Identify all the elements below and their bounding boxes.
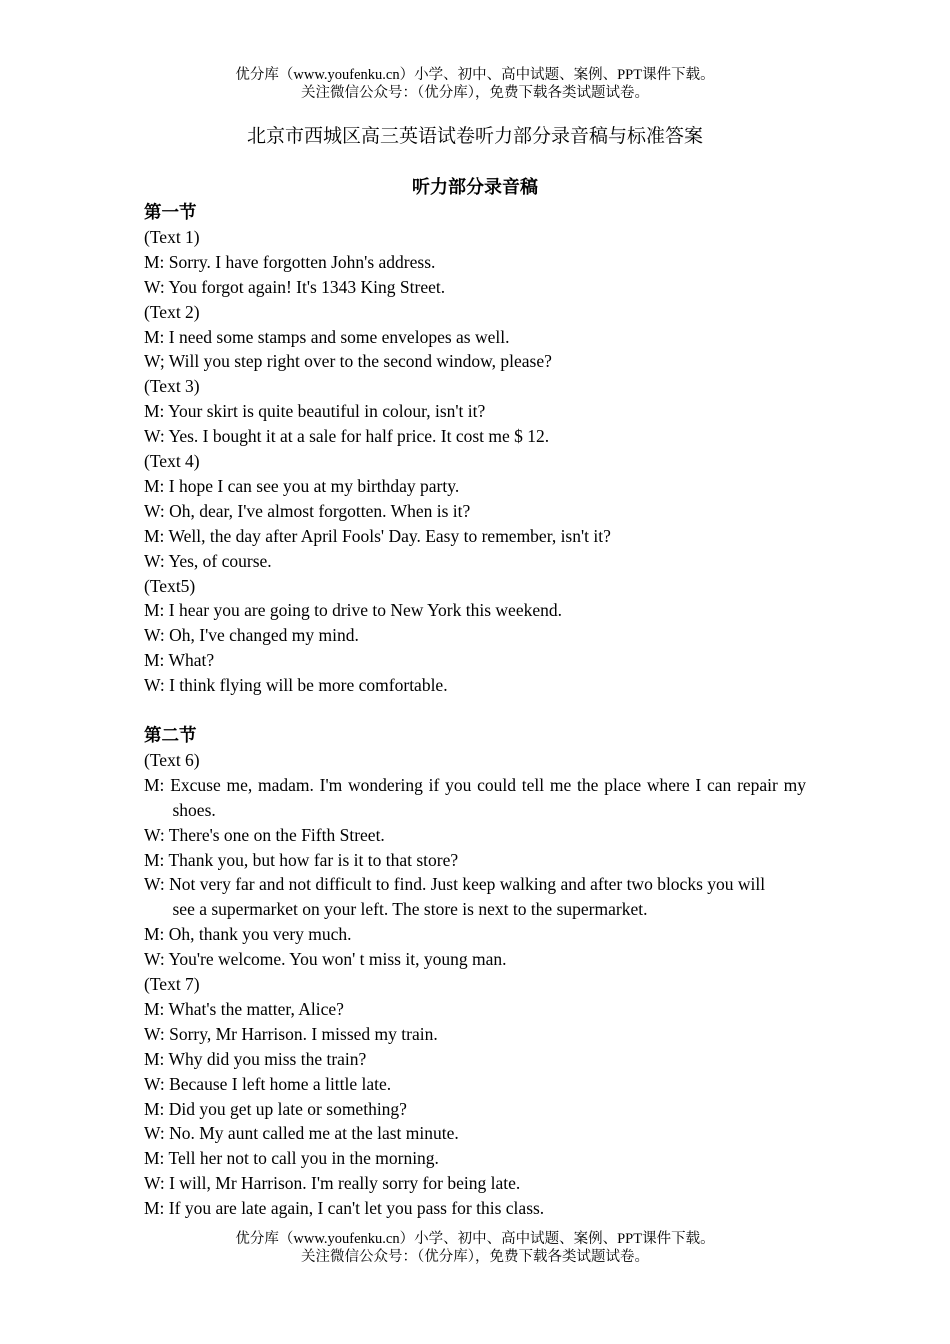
dialogue-line: M: I hear you are going to drive to New York this weekend.	[144, 600, 562, 621]
page-footer	[0, 1230, 950, 1266]
dialogue-line: M: Well, the day after April Fools' Day. Easy to remember, isn't it?	[144, 525, 611, 546]
header-line-1: 优分库（www.youfenku.cn）小学、初中、高中试题、案例、PPT课件下载。	[235, 67, 715, 83]
section-heading: 听力部分录音稿	[412, 177, 538, 197]
text-label: (Text 3)	[144, 376, 200, 397]
dialogue-line: W: There's one on the Fifth Street.	[144, 824, 385, 845]
dialogue-line: M: I hope I can see you at my birthday party.	[144, 475, 460, 496]
header-line-2: 关注微信公众号：（优分库），免费下载各类试题试卷。	[301, 85, 649, 101]
dialogue-line: W: You're welcome. You won' t miss it, young man.	[144, 949, 507, 970]
dialogue-line: W: No. My aunt called me at the last minute.	[144, 1123, 459, 1144]
dialogue-line: W: I will, Mr Harrison. I'm really sorry for being late.	[144, 1173, 521, 1194]
footer-line-2: 关注微信公众号：（优分库），免费下载各类试题试卷。	[301, 1249, 649, 1265]
text-label: (Text5)	[144, 575, 196, 596]
dialogue-line: W: Sorry, Mr Harrison. I missed my train.	[144, 1023, 438, 1044]
dialogue-line: M: Sorry. I have forgotten John's address.	[144, 251, 436, 272]
document-body	[144, 174, 806, 1221]
dialogue-line: W: Oh, dear, I've almost forgotten. When is it?	[144, 500, 471, 521]
page-header	[0, 66, 950, 102]
text-label: (Text 1)	[144, 226, 200, 247]
part-2-heading: 第二节	[144, 725, 197, 745]
dialogue-line: M: Your skirt is quite beautiful in colour, isn't it?	[144, 401, 486, 422]
dialogue-line: W: Yes. I bought it at a sale for half price. It cost me $ 12.	[144, 426, 550, 447]
text-label: (Text 6)	[144, 749, 200, 770]
dialogue-line: M: Did you get up late or something?	[144, 1098, 407, 1119]
dialogue-line: M: What?	[144, 650, 215, 671]
dialogue-line: W: Oh, I've changed my mind.	[144, 625, 359, 646]
dialogue-line: W: Yes, of course.	[144, 550, 272, 571]
text-label: (Text 2)	[144, 301, 200, 322]
part-1-heading: 第一节	[144, 202, 197, 222]
dialogue-line: W: Because I left home a little late.	[144, 1073, 392, 1094]
document-title: 北京市西城区高三英语试卷听力部分录音稿与标准答案	[246, 126, 703, 147]
dialogue-line: W: You forgot again! It's 1343 King Street.	[144, 276, 446, 297]
dialogue-line: W: I think flying will be more comfortable.	[144, 675, 448, 696]
footer-line-1: 优分库（www.youfenku.cn）小学、初中、高中试题、案例、PPT课件下载。	[235, 1231, 715, 1247]
spacer	[144, 698, 806, 723]
dialogue-line: M: Oh, thank you very much.	[144, 924, 352, 945]
dialogue-line: M: If you are late again, I can't let you pass for this class.	[144, 1198, 545, 1219]
dialogue-line: M: I need some stamps and some envelopes as well.	[144, 326, 510, 347]
dialogue-line: M: Thank you, but how far is it to that store?	[144, 849, 459, 870]
dialogue-line: M: What's the matter, Alice?	[144, 998, 344, 1019]
dialogue-line: M: Why did you miss the train?	[144, 1048, 367, 1069]
text-label: (Text 4)	[144, 451, 200, 472]
text-label: (Text 7)	[144, 974, 200, 995]
dialogue-line: W; Will you step right over to the second window, please?	[144, 351, 552, 372]
dialogue-line: W: Not very far and not difficult to find. Just keep walking and after two blocks you will see a supermarket on your left. The store is next to the supermarket.	[144, 874, 766, 920]
dialogue-line: M: Tell her not to call you in the morning.	[144, 1148, 439, 1169]
dialogue-line: M: Excuse me, madam. I'm wondering if you could tell me the place where I can repair my shoes.	[144, 774, 806, 820]
